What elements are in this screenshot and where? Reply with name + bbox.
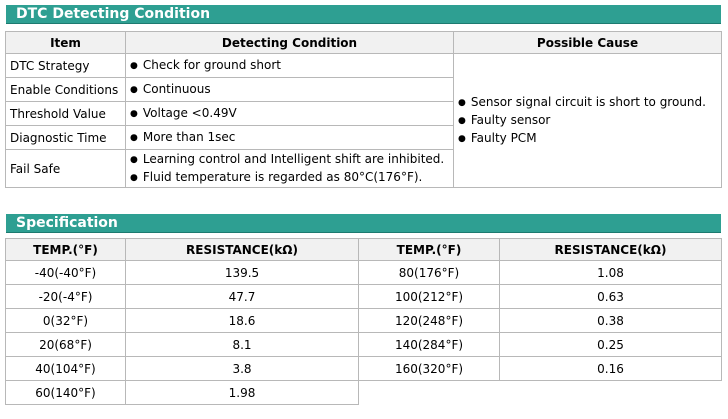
condition-cell	[126, 78, 454, 102]
condition-cell	[126, 54, 454, 78]
spec-section-header	[6, 214, 721, 233]
temp-cell: 80(176°F)	[359, 261, 500, 285]
temp-cell: -20(-4°F)	[6, 285, 126, 309]
temp-cell: -40(-40°F)	[6, 261, 126, 285]
temp-cell: 120(248°F)	[359, 309, 500, 333]
condition-cell	[126, 126, 454, 150]
cause-item: ● Sensor signal circuit is short to ground.	[458, 94, 721, 112]
resistance-column-header: RESISTANCE(kΩ)	[500, 239, 722, 261]
item-cell: Fail Safe	[6, 150, 126, 188]
temp-column-header: TEMP.(°F)	[6, 239, 126, 261]
temp-cell: 0(32°F)	[6, 309, 126, 333]
condition-text: ● Voltage <0.49V	[130, 105, 453, 123]
dtc-header-row	[6, 32, 722, 54]
condition-text: ● Check for ground short	[130, 57, 453, 75]
dtc-section-header	[6, 5, 721, 24]
table-row	[6, 285, 722, 309]
cause-item: ● Faulty PCM	[458, 130, 721, 148]
resistance-cell: 0.25	[500, 333, 722, 357]
item-cell: Enable Conditions	[6, 78, 126, 102]
cause-column-header: Possible Cause	[454, 32, 722, 54]
temp-cell: 40(104°F)	[6, 357, 126, 381]
specification-table	[5, 238, 722, 405]
table-row	[6, 357, 722, 381]
resistance-cell: 8.1	[126, 333, 359, 357]
resistance-cell: 47.7	[126, 285, 359, 309]
table-row	[6, 261, 722, 285]
table-row	[6, 333, 722, 357]
table-row	[6, 309, 722, 333]
condition-text: ● More than 1sec	[130, 129, 453, 147]
resistance-cell: 1.98	[126, 381, 359, 405]
temp-cell: 100(212°F)	[359, 285, 500, 309]
resistance-cell: 18.6	[126, 309, 359, 333]
resistance-cell: 1.08	[500, 261, 722, 285]
condition-cell	[126, 150, 454, 188]
temp-column-header: TEMP.(°F)	[359, 239, 500, 261]
item-cell: Diagnostic Time	[6, 126, 126, 150]
temp-cell: 140(284°F)	[359, 333, 500, 357]
item-cell: DTC Strategy	[6, 54, 126, 78]
item-column-header: Item	[6, 32, 126, 54]
condition-column-header: Detecting Condition	[126, 32, 454, 54]
item-cell: Threshold Value	[6, 102, 126, 126]
temp-cell: 160(320°F)	[359, 357, 500, 381]
table-row	[6, 54, 722, 78]
resistance-column-header: RESISTANCE(kΩ)	[126, 239, 359, 261]
temp-cell: 60(140°F)	[6, 381, 126, 405]
resistance-cell: 0.16	[500, 357, 722, 381]
empty-cell	[359, 381, 722, 405]
dtc-condition-table	[5, 31, 722, 188]
possible-cause-cell	[454, 54, 722, 188]
spec-header-row	[6, 239, 722, 261]
table-row	[6, 381, 722, 405]
cause-item: ● Faulty sensor	[458, 112, 721, 130]
condition-text: ● Fluid temperature is regarded as 80°C(176°F).	[130, 169, 453, 187]
condition-text: ● Learning control and Intelligent shift are inhibited.	[130, 151, 453, 169]
resistance-cell: 0.63	[500, 285, 722, 309]
condition-text: ● Continuous	[130, 81, 453, 99]
temp-cell: 20(68°F)	[6, 333, 126, 357]
resistance-cell: 3.8	[126, 357, 359, 381]
condition-cell	[126, 102, 454, 126]
resistance-cell: 0.38	[500, 309, 722, 333]
resistance-cell: 139.5	[126, 261, 359, 285]
dtc-section-title: DTC Detecting Condition	[16, 6, 211, 22]
spec-section-title: Specification	[16, 215, 118, 231]
